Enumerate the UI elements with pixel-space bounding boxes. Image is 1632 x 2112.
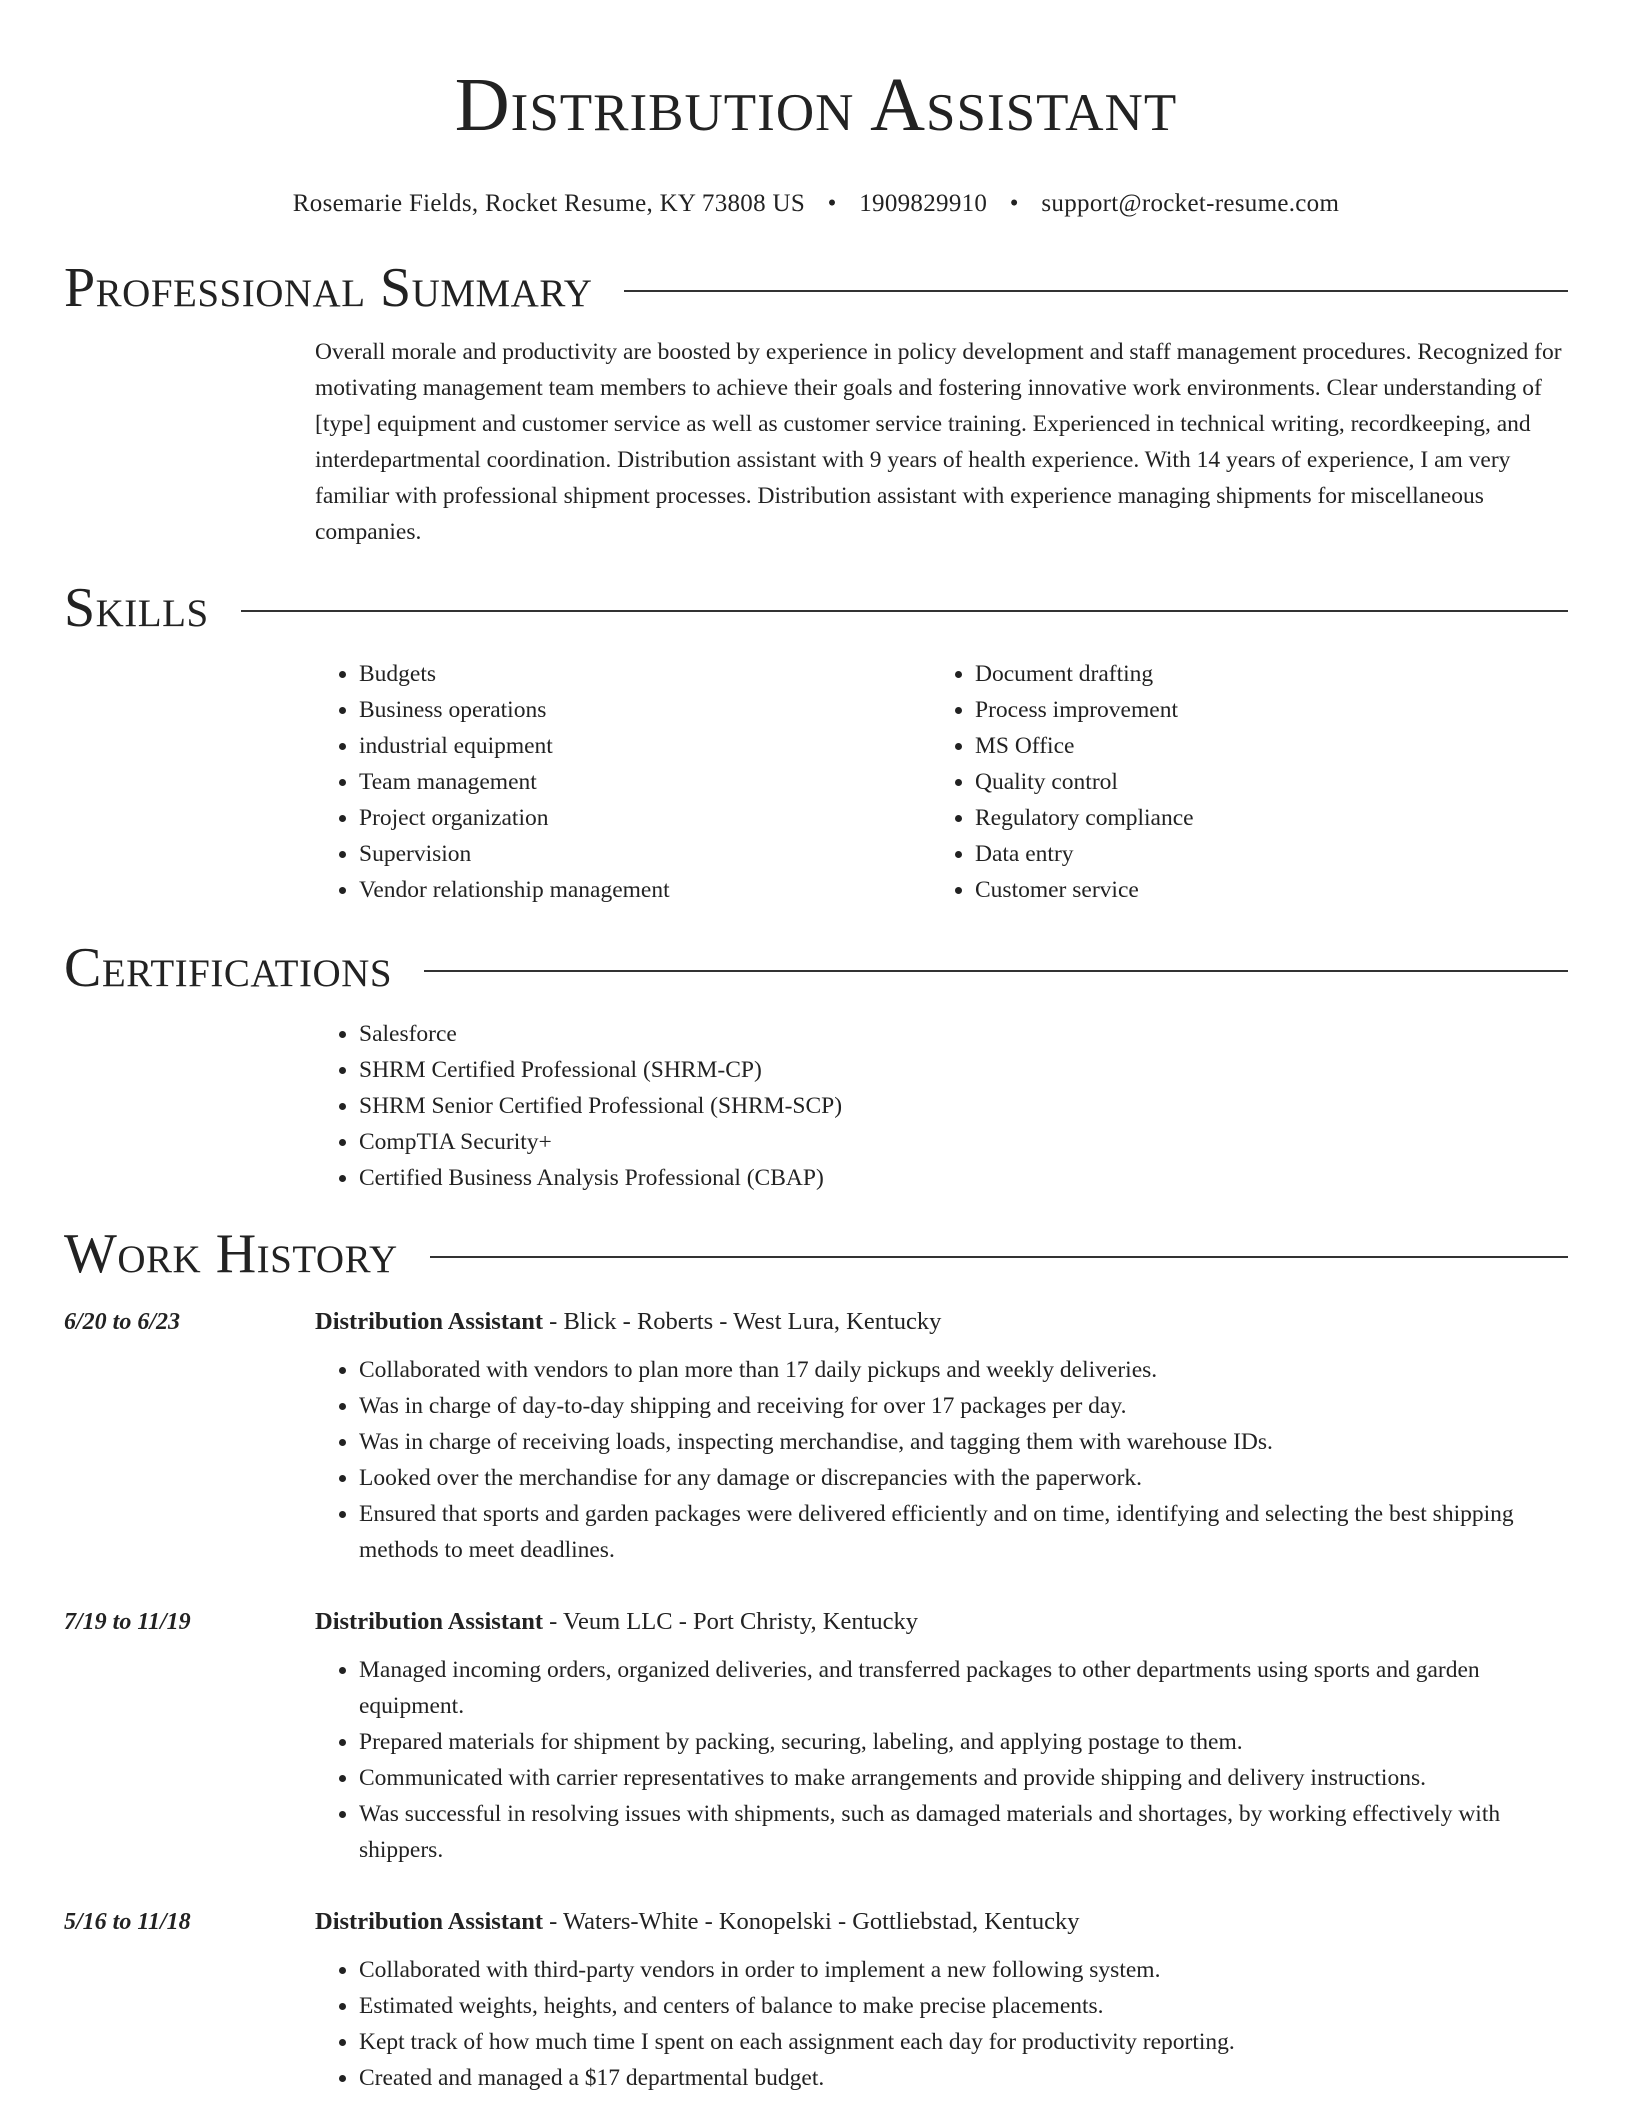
job-bullet: • Managed incoming orders, organized deliveries, and transferred packages to other departments using sports and garden equipment.: [359, 1652, 1568, 1724]
job-bullets: [315, 1352, 1568, 1568]
skills-column-left: [315, 656, 931, 908]
certification-item: • Certified Business Analysis Professional (CBAP): [359, 1160, 1568, 1196]
skills-section-title: Skills: [64, 577, 209, 639]
skill-item: • Regulatory compliance: [975, 800, 1547, 836]
job-role: Distribution Assistant: [315, 1908, 544, 1935]
job-entry: [64, 1602, 1568, 1868]
resume-title: Distribution Assistant: [454, 63, 1178, 147]
job-role: Distribution Assistant: [315, 1308, 544, 1335]
job-bullet: • Was successful in resolving issues with shipments, such as damaged materials and shortages, by working effectively with shippers.: [359, 1796, 1568, 1868]
skill-item: • Process improvement: [975, 692, 1547, 728]
skill-item: • industrial equipment: [359, 728, 931, 764]
job-company-location: - Blick - Roberts - West Lura, Kentucky: [543, 1308, 942, 1335]
summary-text: Overall morale and productivity are boosted by experience in policy development and staff management procedures. Recognized for motivating management team members to achieve their goals and fostering innovative work environments. Clear understanding of [type] equipment and customer service as well as customer service training. Experienced in technical writing, recordkeeping, and interdepartmental coordination. Distribution assistant with 9 years of health experience. With 14 years of experience, I am very familiar with professional shipment processes. Distribution assistant with experience managing shipments for miscellaneous companies.: [315, 339, 1562, 545]
certifications-section-title: Certifications: [64, 937, 393, 999]
section-divider: [430, 1256, 1568, 1258]
job-heading: [315, 1602, 1568, 1642]
skills-section-header: [64, 576, 1568, 640]
job-bullet: • Ensured that sports and garden packages were delivered efficiently and on time, identifying and selecting the best shipping methods to meet deadlines.: [359, 1496, 1568, 1568]
job-dates: 5/16 to 11/18: [64, 1909, 191, 1935]
job-bullets: [315, 1952, 1568, 2096]
contact-address: Rosemarie Fields, Rocket Resume, KY 73808 US: [292, 190, 806, 217]
job-body: [315, 1602, 1568, 1868]
skill-item: • Team management: [359, 764, 931, 800]
contact-email[interactable]: support@rocket-resume.com: [1041, 190, 1340, 217]
section-divider: [624, 290, 1568, 292]
certifications-list: [315, 1016, 1568, 1196]
skill-item: • Project organization: [359, 800, 931, 836]
job-bullet: • Was in charge of day-to-day shipping and receiving for over 17 packages per day.: [359, 1388, 1568, 1424]
contact-line: [64, 188, 1568, 220]
skill-item: • Customer service: [975, 872, 1547, 908]
job-body: [315, 1902, 1568, 2096]
job-dates: 6/20 to 6/23: [64, 1309, 181, 1335]
job-bullet: • Looked over the merchandise for any damage or discrepancies with the paperwork.: [359, 1460, 1568, 1496]
contact-separator: •: [1009, 190, 1019, 217]
work-history-section-title: Work History: [64, 1223, 398, 1285]
job-bullet: • Collaborated with vendors to plan more than 17 daily pickups and weekly deliveries.: [359, 1352, 1568, 1388]
certifications-section-header: [64, 936, 1568, 1000]
job-bullets: [315, 1652, 1568, 1868]
job-heading: [315, 1302, 1568, 1342]
certification-item: • Salesforce: [359, 1016, 1568, 1052]
job-bullet: • Collaborated with third-party vendors in order to implement a new following system.: [359, 1952, 1568, 1988]
section-divider: [241, 610, 1568, 612]
skill-item: • Document drafting: [975, 656, 1547, 692]
summary-section-header: [64, 256, 1568, 320]
work-history-section-header: [64, 1222, 1568, 1286]
job-company-location: - Veum LLC - Port Christy, Kentucky: [543, 1608, 918, 1635]
job-bullet: • Estimated weights, heights, and centers of balance to make precise placements.: [359, 1988, 1568, 2024]
job-company-location: - Waters-White - Konopelski - Gottliebstad, Kentucky: [543, 1908, 1080, 1935]
skill-item: • Supervision: [359, 836, 931, 872]
certification-item: • SHRM Senior Certified Professional (SHRM-SCP): [359, 1088, 1568, 1124]
certification-item: • SHRM Certified Professional (SHRM-CP): [359, 1052, 1568, 1088]
job-role: Distribution Assistant: [315, 1608, 544, 1635]
skills-column-right: [931, 656, 1547, 908]
section-divider: [424, 970, 1568, 972]
job-bullet: • Communicated with carrier representatives to make arrangements and provide shipping and delivery instructions.: [359, 1760, 1568, 1796]
skill-item: • Quality control: [975, 764, 1547, 800]
job-bullet: • Created and managed a $17 departmental budget.: [359, 2060, 1568, 2096]
job-bullet: • Kept track of how much time I spent on each assignment each day for productivity reporting.: [359, 2024, 1568, 2060]
job-entry: [64, 1902, 1568, 2096]
skill-item: • MS Office: [975, 728, 1547, 764]
contact-separator: •: [827, 190, 837, 217]
job-bullet: • Was in charge of receiving loads, inspecting merchandise, and tagging them with warehouse IDs.: [359, 1424, 1568, 1460]
skill-item: • Budgets: [359, 656, 931, 692]
certification-item: • CompTIA Security+: [359, 1124, 1568, 1160]
skill-item: • Data entry: [975, 836, 1547, 872]
job-body: [315, 1302, 1568, 1568]
job-dates: 7/19 to 11/19: [64, 1609, 191, 1635]
contact-phone: 1909829910: [859, 190, 988, 217]
summary-section-title: Professional Summary: [64, 257, 593, 319]
skills-list: [315, 656, 1568, 908]
skill-item: • Vendor relationship management: [359, 872, 931, 908]
skill-item: • Business operations: [359, 692, 931, 728]
job-heading: [315, 1902, 1568, 1942]
job-entry: [64, 1302, 1568, 1568]
job-bullet: • Prepared materials for shipment by packing, securing, labeling, and applying postage to them.: [359, 1724, 1568, 1760]
